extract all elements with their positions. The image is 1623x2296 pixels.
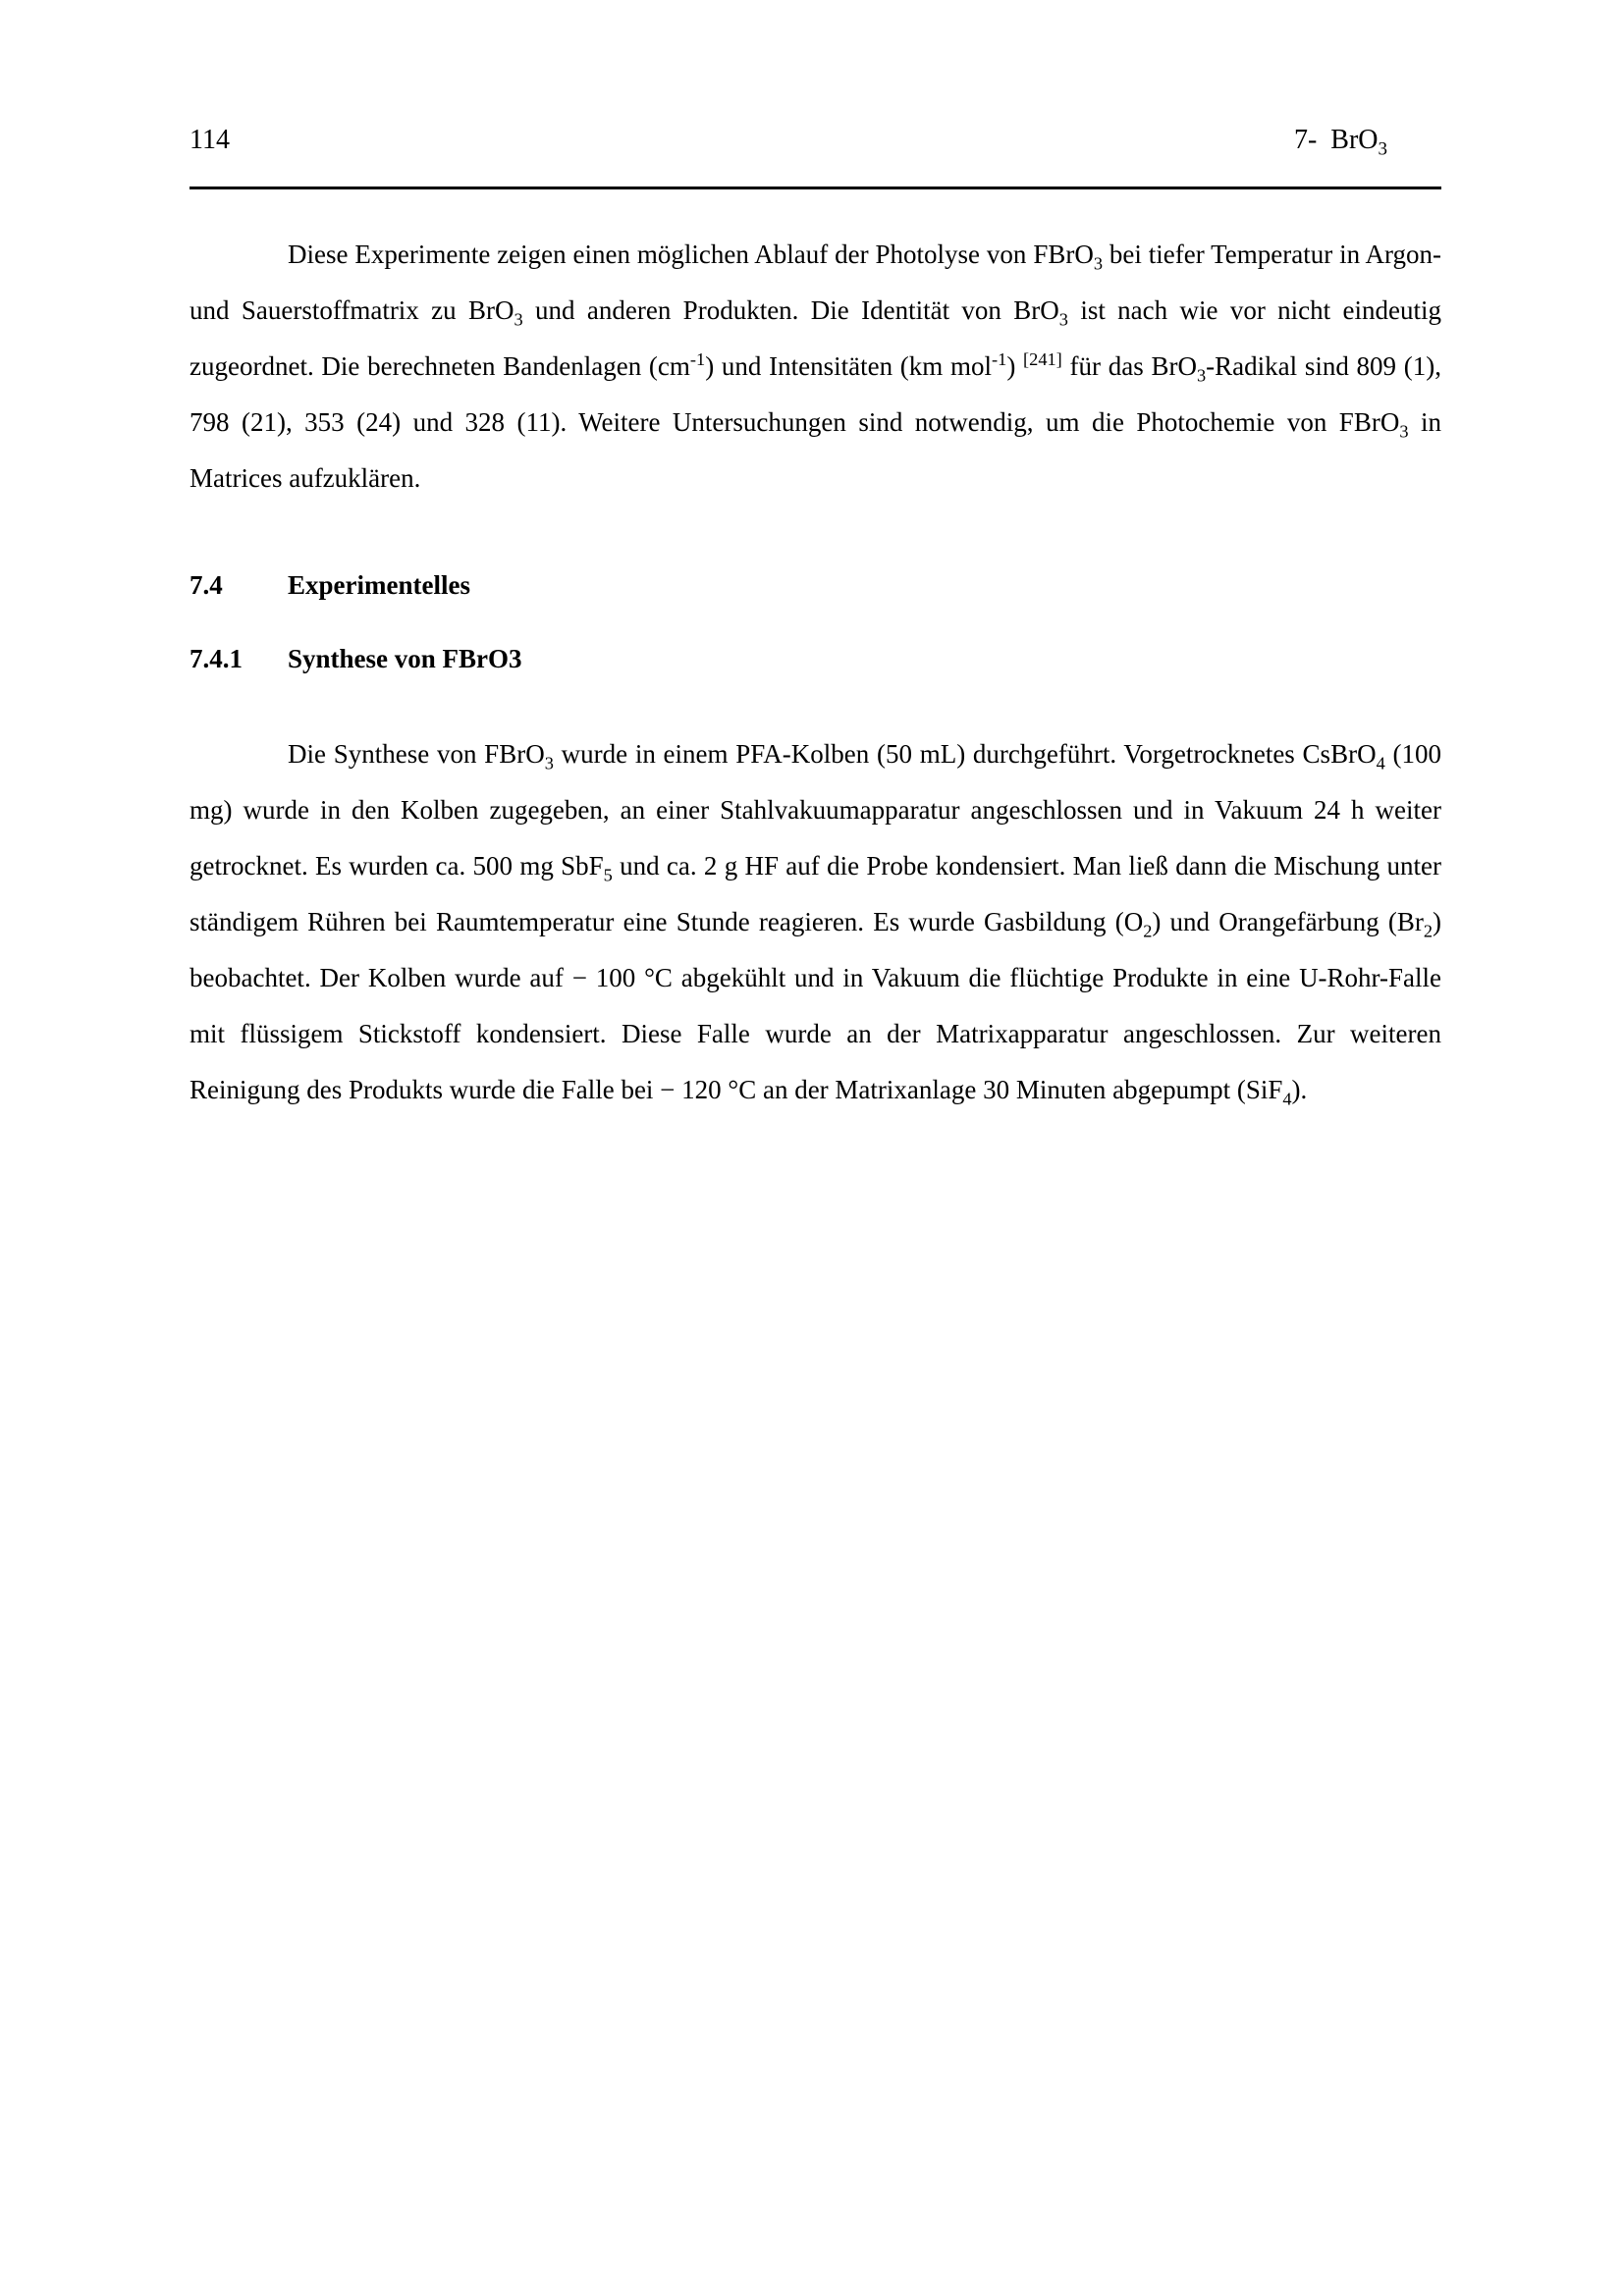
paragraph-photolysis: Diese Experimente zeigen einen möglichen Ablauf der Photolyse von FBrO$_3$ bei tiefer Temperatur in Argon- und Sauerstoffmatrix zu BrO$_3$ und anderen Produkten. Die Identität von BrO$_3$ ist nach wie vor nicht eindeutig zugeordnet. Die berechneten Bandenlagen $(cm^{-1})$ und Intensitäten (km mol$^{-1}$) [241] für das BrO$_3$-Radikal sind 809 (1), 798 (21), 353 (24) und 328 (11). Weitere Untersuchungen sind notwendig, um die Photochemie von FBrO$_3$ in Matrices aufzuklären. (189, 240, 1442, 493)
subsection-number: 7.4.1 (189, 644, 243, 673)
subsection-title: Synthese von FBrO3 (288, 644, 522, 673)
paragraph-synthesis: Die Synthese von FBrO$_3$ wurde in einem PFA-Kolben (50 mL) durchgeführt. Vorgetrocknetes CsBrO$_4$ (100 mg) wurde in den Kolben zugegeben, an einer Stahlvakuumapparatur angeschlossen und in Vakuum 24 h weiter getrocknet. Es wurden ca. 500 mg SbF$_5$ und ca. 2 g HF auf die Probe kondensiert. Man ließ dann die Mischung unter ständigem Rühren bei Raumtemperatur eine Stunde reagieren. Es wurde Gasbildung $(O_2)$ und Orangefärbung $(Br_2)$ beobachtet. Der Kolben wurde auf − 100 °C abgekühlt und in Vakuum die flüchtige Produkte in eine U-Rohr-Falle mit flüssigem Stickstoff kondensiert. Diese Falle wurde an der Matrixapparatur angeschlossen. Zur weiteren Reinigung des Produkts wurde die Falle bei − 120 °C an der Matrixanlage 30 Minuten abgepumpt (SiF$_4$). (189, 739, 1442, 1109)
chapter-header-label: 7- BrO$_3$ (1293, 125, 1387, 160)
page-number: 114 (189, 125, 230, 155)
subsection-heading-7-4-1 (189, 631, 1441, 687)
page-header (189, 124, 1441, 160)
page-body (189, 227, 1441, 1118)
section-title: Experimentelles (288, 570, 470, 600)
section-heading-7-4 (189, 558, 1441, 614)
header-rule (189, 187, 1441, 189)
section-number: 7.4 (189, 570, 223, 600)
